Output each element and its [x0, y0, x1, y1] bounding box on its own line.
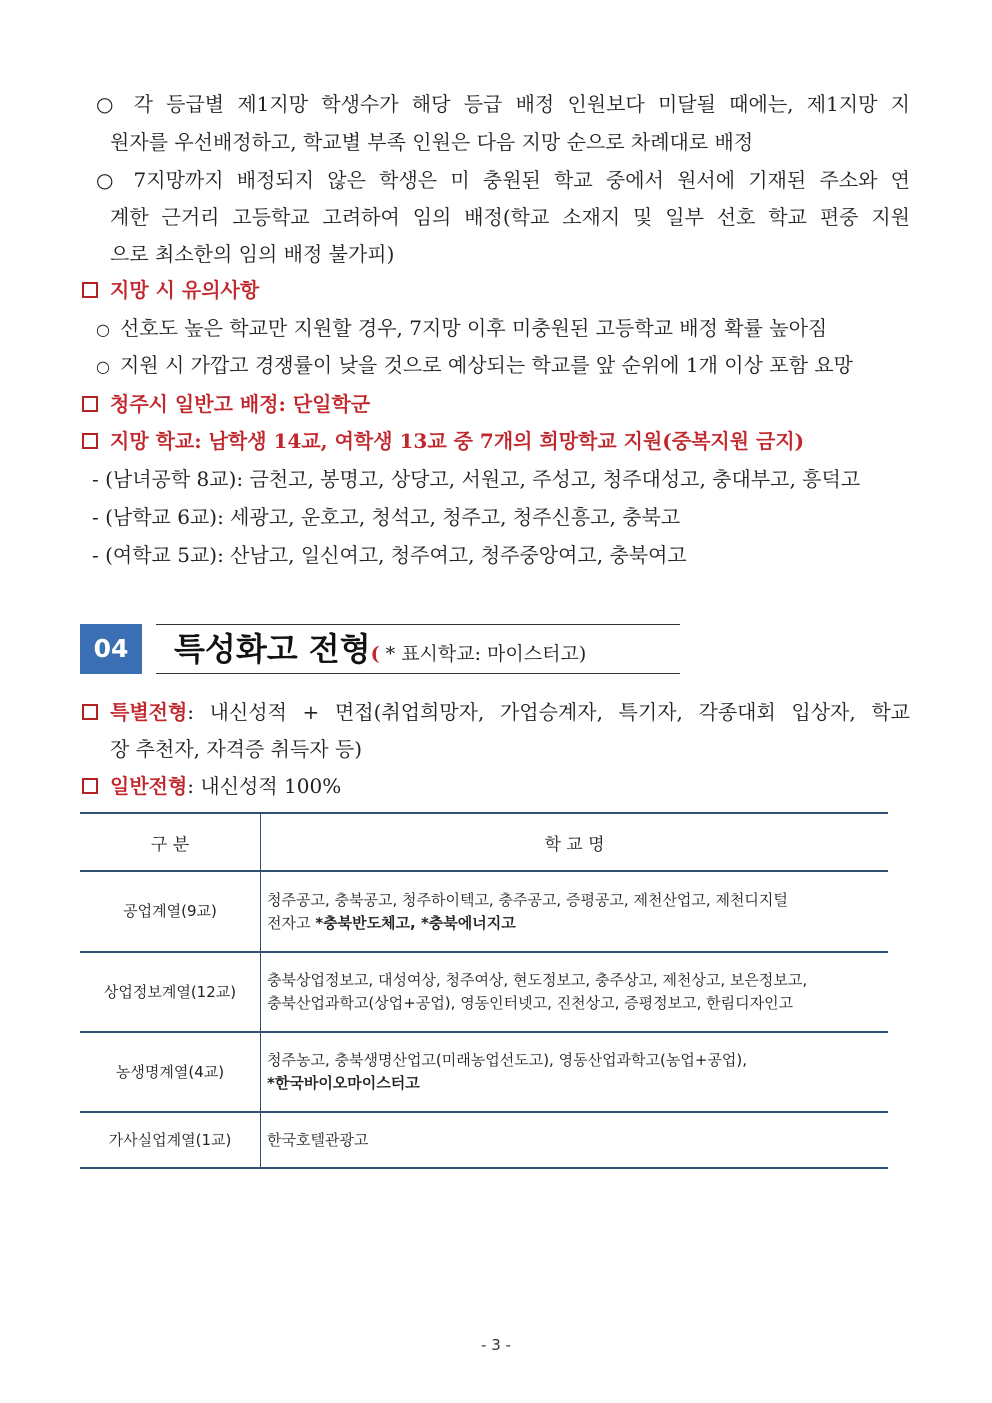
table-row	[80, 1112, 888, 1168]
para1-line1: ○ 각 등급별 제1지망 학생수가 해당 등급 배정 인원보다 미달될 때에는, 제1지망 지	[96, 92, 910, 116]
section-subtitle: ( * 표시학교: 마이스터고)	[370, 643, 587, 665]
schools-cell: 청주농고, 충북생명산업고(미래농업선도고), 영동산업과학고(농업+공업), *한국바이오마이스터고	[261, 1032, 889, 1112]
school-list-boys: - (남학교 6교): 세광고, 운호고, 청석고, 청주고, 청주신흥고, 충북고	[92, 505, 681, 529]
category-cell: 상업정보계열(12교)	[80, 952, 261, 1032]
assign-heading: 청주시 일반고 배정: 단일학군	[82, 390, 370, 418]
table-row	[80, 952, 888, 1032]
checkbox-square-icon	[82, 396, 98, 412]
caution-heading: 지망 시 유의사항	[82, 276, 259, 304]
page-number: - 3 -	[481, 1336, 511, 1354]
special-line1: 특별전형: 내신성적 + 면접(취업희망자, 가업승계자, 특기자, 각종대회 입상자, 학교	[82, 698, 910, 726]
header-category: 구 분	[80, 813, 261, 871]
schools-cell: 한국호텔관광고	[261, 1112, 889, 1168]
school-list-coed: - (남녀공학 8교): 금천고, 봉명고, 상당고, 서원고, 주성고, 청주대성고, 충대부고, 흥덕고	[92, 467, 861, 491]
table-row	[80, 1032, 888, 1112]
para2-line3: 으로 최소한의 임의 배정 불가피)	[110, 242, 395, 266]
circle-bullet-icon: ○	[96, 320, 110, 339]
checkbox-square-icon	[82, 778, 98, 794]
checkbox-square-icon	[82, 433, 98, 449]
apply-heading: 지망 학교: 남학생 14교, 여학생 13교 중 7개의 희망학교 지원(중복지원 금지)	[82, 427, 804, 455]
school-table	[80, 812, 888, 1169]
checkbox-square-icon	[82, 282, 98, 298]
section-title: 특성화고 전형( * 표시학교: 마이스터고)	[174, 630, 587, 668]
para2-line2: 계한 근거리 고등학교 고려하여 임의 배정(학교 소재지 및 일부 선호 학교 편중 지원	[110, 205, 910, 229]
checkbox-square-icon	[82, 704, 98, 720]
para1-line2: 원자를 우선배정하고, 학교별 부족 인원은 다음 지망 순으로 차례대로 배정	[110, 130, 754, 154]
school-list-girls: - (여학교 5교): 산남고, 일신여고, 청주여고, 청주중앙여고, 충북여고	[92, 543, 687, 567]
schools-cell: 충북상업정보고, 대성여상, 청주여상, 현도정보고, 충주상고, 제천상고, 보은정보고, 충북산업과학고(상업+공업), 영동인터넷고, 진천상고, 증평정보고, 한림디자인고	[261, 952, 889, 1032]
caution-item-2: ○ 지원 시 가깝고 경쟁률이 낮을 것으로 예상되는 학교를 앞 순위에 1개 이상 포함 요망	[96, 353, 853, 377]
category-cell: 가사실업계열(1교)	[80, 1112, 261, 1168]
para2-line1: ○ 7지망까지 배정되지 않은 학생은 미 충원된 학교 중에서 원서에 기재된 주소와 연	[96, 168, 910, 192]
special-line2: 장 추천자, 자격증 취득자 등)	[110, 737, 363, 761]
header-school-name: 학 교 명	[261, 813, 889, 871]
category-cell: 공업계열(9교)	[80, 871, 261, 952]
caution-item-1: ○ 선호도 높은 학교만 지원할 경우, 7지망 이후 미충원된 고등학교 배정 확률 높아짐	[96, 316, 828, 340]
schools-cell: 청주공고, 충북공고, 청주하이텍고, 충주공고, 증평공고, 제천산업고, 제천디지털 전자고 *충북반도체고, *충북에너지고	[261, 871, 889, 952]
table-row	[80, 871, 888, 952]
circle-bullet-icon: ○	[96, 357, 110, 376]
category-cell: 농생명계열(4교)	[80, 1032, 261, 1112]
section-number: 04	[80, 624, 142, 674]
general-line: 일반전형: 내신성적 100%	[82, 772, 341, 800]
table-header-row	[80, 813, 888, 871]
